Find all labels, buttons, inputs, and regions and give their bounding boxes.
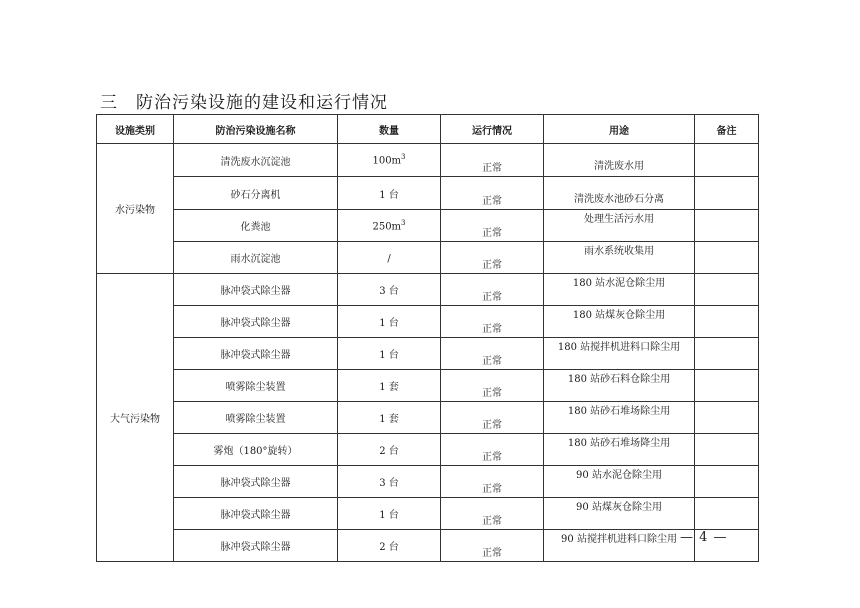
note <box>695 370 759 402</box>
quantity: 2 台 <box>338 530 441 562</box>
facility-name: 雾炮（180°旋转） <box>174 434 338 466</box>
category-cell: 水污染物 <box>97 144 174 274</box>
note <box>695 144 759 177</box>
header-quantity: 数量 <box>338 115 441 144</box>
use: 180 站砂石料仓除尘用 <box>544 370 695 402</box>
table-row <box>97 466 759 498</box>
table-row <box>97 370 759 402</box>
status: 正常 <box>441 402 544 434</box>
table-row <box>97 274 759 306</box>
facility-name: 喷雾除尘装置 <box>174 402 338 434</box>
note <box>695 306 759 338</box>
facilities-table <box>96 114 759 562</box>
status: 正常 <box>441 434 544 466</box>
table-header-row <box>97 115 759 144</box>
use: 雨水系统收集用 <box>544 242 695 274</box>
quantity: 1 台 <box>338 498 441 530</box>
facility-name: 喷雾除尘装置 <box>174 370 338 402</box>
quantity: 1 台 <box>338 306 441 338</box>
use: 处理生活污水用 <box>544 210 695 242</box>
facility-name: 脉冲袋式除尘器 <box>174 530 338 562</box>
facility-name: 脉冲袋式除尘器 <box>174 338 338 370</box>
section-number: 三 <box>100 93 118 113</box>
quantity: $100m^3$ <box>338 144 441 177</box>
header-note: 备注 <box>695 115 759 144</box>
page-number: — 4 — <box>680 530 728 545</box>
quantity: 3 台 <box>338 274 441 306</box>
note <box>695 210 759 242</box>
facility-name: 化粪池 <box>174 210 338 242</box>
status: 正常 <box>441 144 544 177</box>
header-use: 用途 <box>544 115 695 144</box>
status: 正常 <box>441 177 544 210</box>
quantity: 1 台 <box>338 177 441 210</box>
facility-name: 脉冲袋式除尘器 <box>174 466 338 498</box>
quantity: 2 台 <box>338 434 441 466</box>
status: 正常 <box>441 338 544 370</box>
use: 90 站水泥仓除尘用 <box>544 466 695 498</box>
note <box>695 402 759 434</box>
table-row <box>97 144 759 177</box>
status: 正常 <box>441 370 544 402</box>
header-status: 运行情况 <box>441 115 544 144</box>
quantity: / <box>338 242 441 274</box>
quantity: $250m^3$ <box>338 210 441 242</box>
note <box>695 498 759 530</box>
table-row <box>97 210 759 242</box>
table-row <box>97 338 759 370</box>
header-category: 设施类别 <box>97 115 174 144</box>
facility-name: 清洗废水沉淀池 <box>174 144 338 177</box>
quantity: 1 套 <box>338 402 441 434</box>
quantity: 1 套 <box>338 370 441 402</box>
facility-name: 脉冲袋式除尘器 <box>174 274 338 306</box>
status: 正常 <box>441 498 544 530</box>
table-row <box>97 177 759 210</box>
use: 90 站搅拌机进料口除尘用 <box>544 530 695 562</box>
section-heading <box>100 88 388 113</box>
table-row <box>97 242 759 274</box>
use: 180 站搅拌机进料口除尘用 <box>544 338 695 370</box>
note <box>695 242 759 274</box>
use: 90 站煤灰仓除尘用 <box>544 498 695 530</box>
status: 正常 <box>441 530 544 562</box>
status: 正常 <box>441 466 544 498</box>
use: 180 站砂石堆场除尘用 <box>544 402 695 434</box>
quantity: 3 台 <box>338 466 441 498</box>
status: 正常 <box>441 274 544 306</box>
facility-name: 砂石分离机 <box>174 177 338 210</box>
status: 正常 <box>441 210 544 242</box>
table-row <box>97 498 759 530</box>
section-title: 防治污染设施的建设和运行情况 <box>136 93 388 113</box>
quantity: 1 台 <box>338 338 441 370</box>
header-facility-name: 防治污染设施名称 <box>174 115 338 144</box>
note <box>695 434 759 466</box>
facility-name: 脉冲袋式除尘器 <box>174 498 338 530</box>
table-row <box>97 434 759 466</box>
use: 清洗废水用 <box>544 144 695 177</box>
use: 清洗废水池砂石分离 <box>544 177 695 210</box>
note <box>695 338 759 370</box>
status: 正常 <box>441 306 544 338</box>
table-row <box>97 530 759 562</box>
use: 180 站煤灰仓除尘用 <box>544 306 695 338</box>
use: 180 站砂石堆场降尘用 <box>544 434 695 466</box>
table-row <box>97 402 759 434</box>
note <box>695 274 759 306</box>
table-row <box>97 306 759 338</box>
use: 180 站水泥仓除尘用 <box>544 274 695 306</box>
note <box>695 177 759 210</box>
facility-name: 脉冲袋式除尘器 <box>174 306 338 338</box>
facility-name: 雨水沉淀池 <box>174 242 338 274</box>
note <box>695 466 759 498</box>
status: 正常 <box>441 242 544 274</box>
category-cell: 大气污染物 <box>97 274 174 562</box>
